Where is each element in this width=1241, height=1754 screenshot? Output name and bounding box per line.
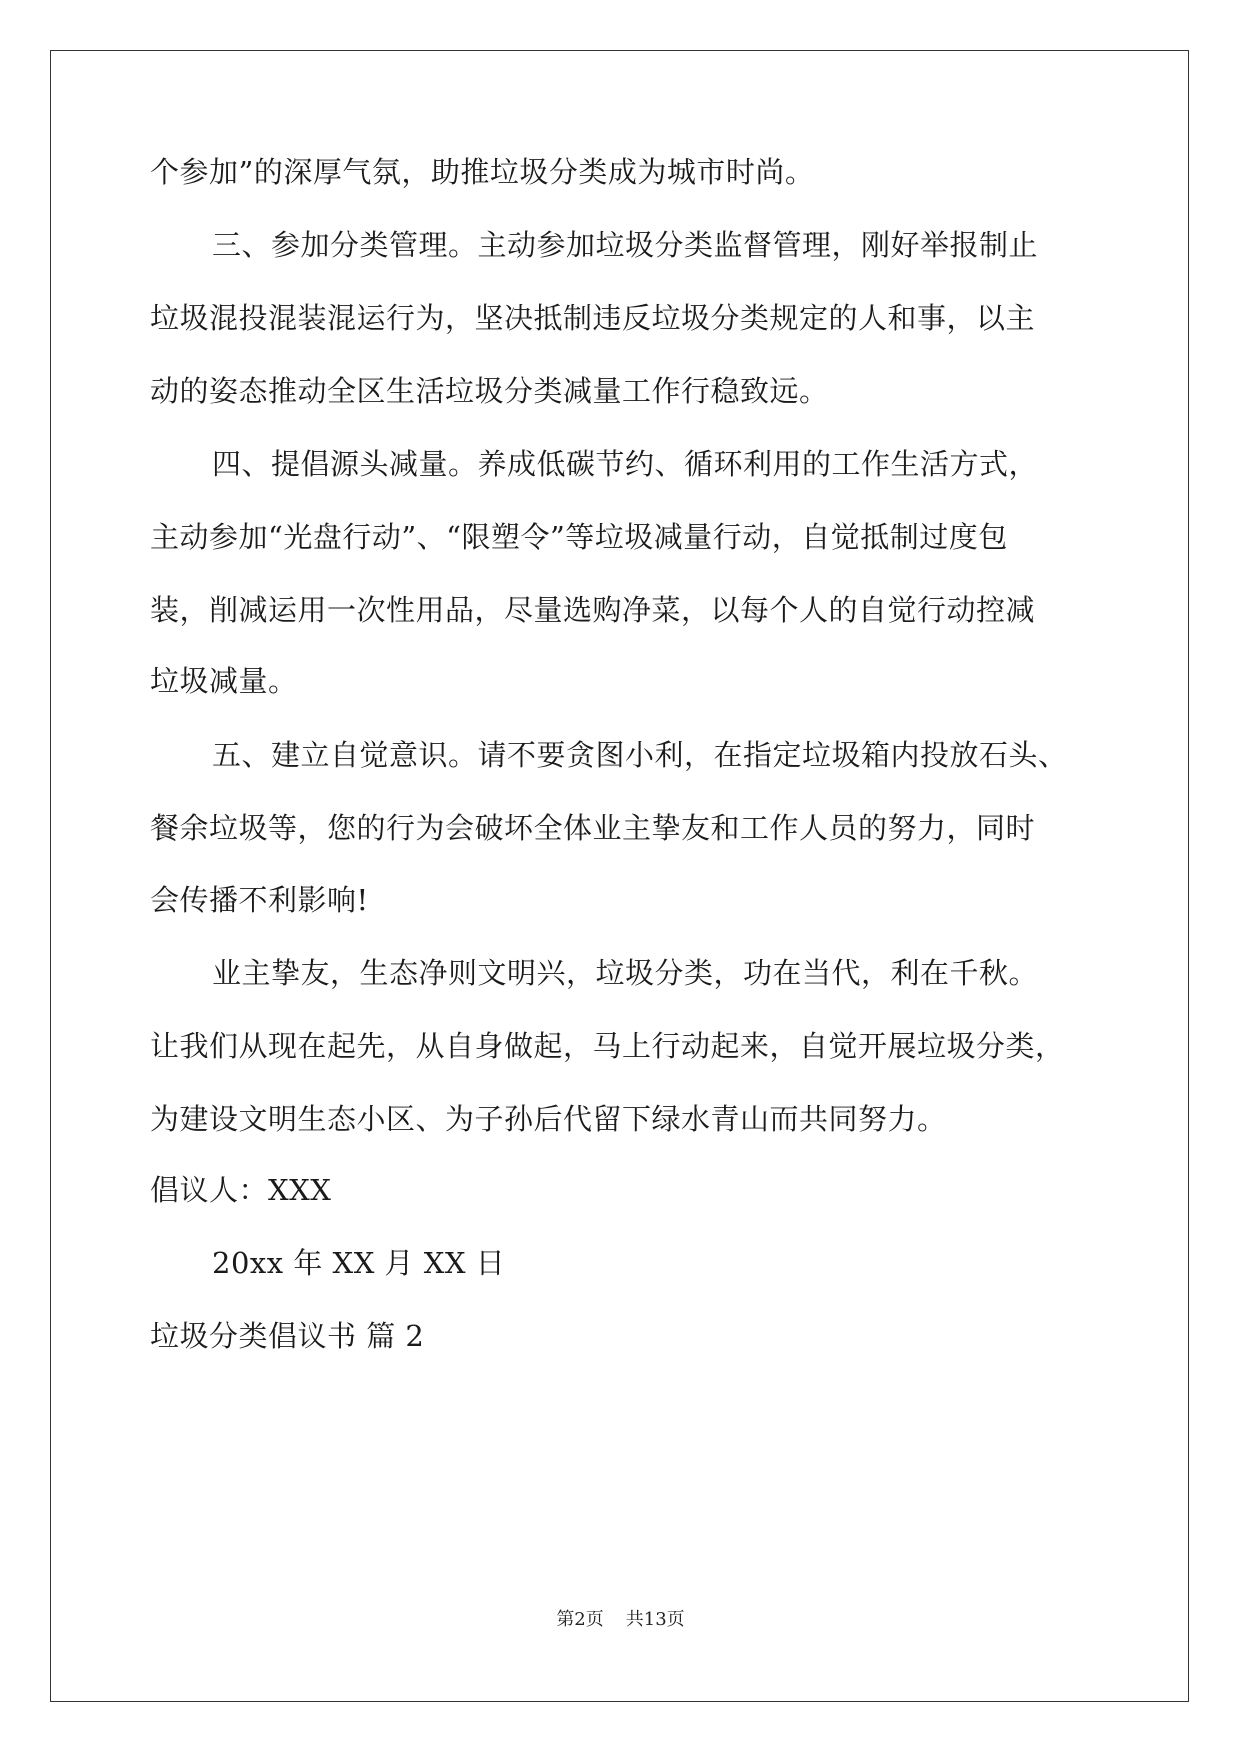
section-title: 垃圾分类倡议书 篇 2: [150, 1319, 425, 1353]
closing-paragraph-line: 业主挚友，生态净则文明兴，垃圾分类，功在当代，利在千秋。: [212, 956, 1039, 990]
body-line: 装，削减运用一次性用品，尽量选购净菜，以每个人的自觉行动控减: [150, 593, 1036, 627]
body-line: 为建设文明生态小区、为子孙后代留下绿水青山而共同努力。: [150, 1102, 947, 1136]
paragraph-four-heading-line: 四、提倡源头减量。养成低碳节约、循环利用的工作生活方式，: [212, 447, 1039, 481]
body-line: 让我们从现在起先，从自身做起，马上行动起来，自觉开展垃圾分类，: [150, 1029, 1065, 1063]
body-line: 主动参加“光盘行动”、“限塑令”等垃圾减量行动，自觉抵制过度包: [150, 520, 1008, 554]
body-line: 个参加”的深厚气氛，助推垃圾分类成为城市时尚。: [150, 155, 815, 189]
paragraph-three-heading-line: 三、参加分类管理。主动参加垃圾分类监督管理，刚好举报制止: [212, 228, 1039, 262]
body-line: 垃圾混投混装混运行为，坚决抵制违反垃圾分类规定的人和事，以主: [150, 301, 1036, 335]
proposer-line: 倡议人：XXX: [150, 1173, 332, 1207]
paragraph-five-heading-line: 五、建立自觉意识。请不要贪图小利，在指定垃圾箱内投放石头、: [212, 738, 1068, 772]
body-line: 垃圾减量。: [150, 664, 298, 698]
page-current: 第2页: [556, 1609, 604, 1630]
body-line: 动的姿态推动全区生活垃圾分类减量工作行稳致远。: [150, 374, 829, 408]
page-total: 共13页: [625, 1609, 685, 1630]
page-footer: [0, 1608, 1241, 1632]
date-line: 20xx 年 XX 月 XX 日: [212, 1246, 506, 1280]
body-line: 会传播不利影响!: [150, 883, 369, 917]
body-line: 餐余垃圾等，您的行为会破坏全体业主挚友和工作人员的努力，同时: [150, 811, 1036, 845]
